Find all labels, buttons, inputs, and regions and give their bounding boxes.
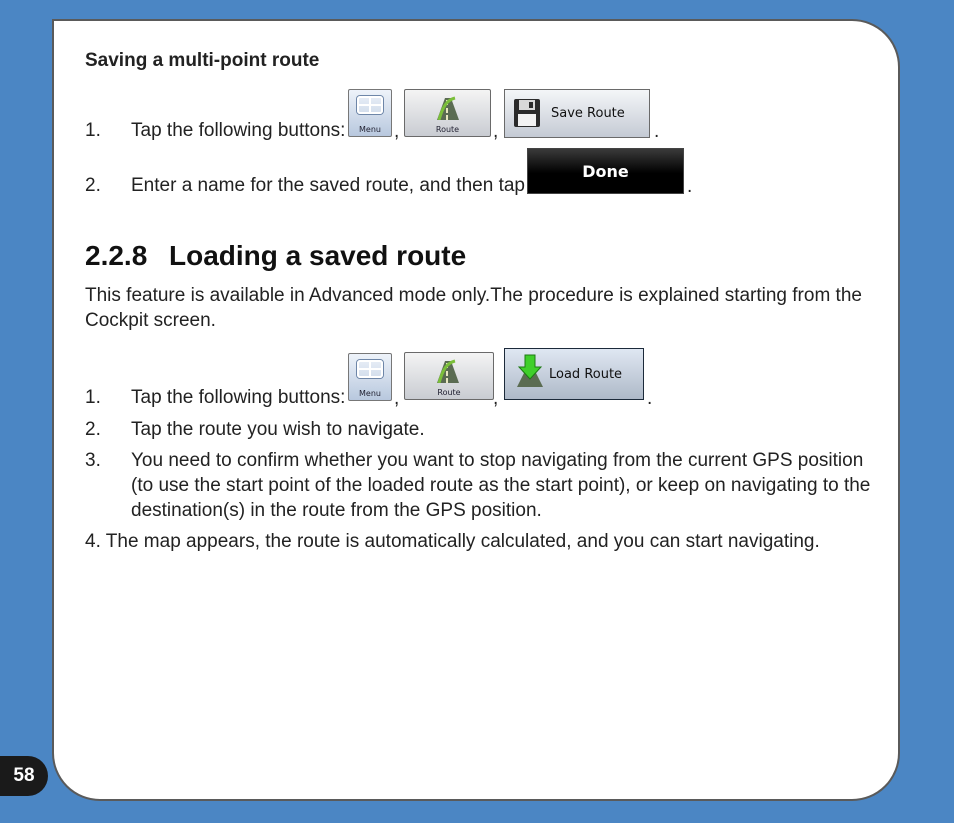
step-number: 1. bbox=[85, 120, 101, 141]
section-number: 2.2.8 bbox=[85, 240, 148, 271]
comma: , bbox=[493, 121, 499, 142]
period: . bbox=[647, 388, 653, 409]
done-button[interactable] bbox=[527, 148, 684, 194]
done-button-label: Done bbox=[582, 162, 629, 181]
comma: , bbox=[493, 388, 499, 409]
menu-button-label: Menu bbox=[359, 125, 381, 134]
load-route-button-label: Load Route bbox=[549, 367, 623, 382]
menu-button-label: Menu bbox=[359, 389, 381, 398]
step-number: 3. bbox=[85, 450, 101, 471]
comma: , bbox=[394, 121, 400, 142]
page-number: 58 bbox=[0, 756, 48, 796]
route-button[interactable] bbox=[404, 89, 491, 137]
route-button-label: Route bbox=[437, 388, 461, 397]
step-text: Tap the following buttons: bbox=[131, 387, 346, 408]
final-step-text: 4. The map appears, the route is automatically calculated, and you can start navigating. bbox=[85, 531, 820, 552]
load-route-button[interactable] bbox=[504, 348, 644, 400]
grid-icon bbox=[357, 96, 383, 114]
section-title bbox=[85, 240, 466, 272]
grid-icon bbox=[357, 360, 383, 378]
step-number: 1. bbox=[85, 387, 101, 408]
road-icon bbox=[433, 359, 461, 383]
menu-button[interactable] bbox=[348, 353, 392, 401]
section-heading: Saving a multi-point route bbox=[85, 50, 320, 71]
period: . bbox=[654, 121, 660, 142]
section-title-text: Loading a saved route bbox=[169, 240, 467, 271]
save-route-button-label: Save Route bbox=[551, 106, 625, 121]
step-number: 2. bbox=[85, 419, 101, 440]
route-button-label: Route bbox=[435, 125, 460, 134]
intro-paragraph: This feature is available in Advanced mode only.The procedure is explained starting from the Cockpit screen. bbox=[85, 285, 862, 331]
step-text: Tap the following buttons: bbox=[131, 120, 346, 141]
menu-button[interactable] bbox=[348, 89, 392, 137]
period: . bbox=[687, 176, 693, 197]
download-arrow-icon bbox=[515, 353, 545, 389]
step-number: 2. bbox=[85, 175, 101, 196]
step-text: Tap the route you wish to navigate. bbox=[131, 419, 425, 440]
save-route-button[interactable] bbox=[504, 89, 650, 138]
step-text: You need to confirm whether you want to stop navigating from the current GPS position (to use the start point of the loaded route as the start point), or keep on navigating to the destination(s) in the route from the GPS position. bbox=[131, 450, 871, 521]
floppy-disk-icon bbox=[513, 98, 541, 128]
comma: , bbox=[394, 388, 400, 409]
step-text: Enter a name for the saved route, and then tap bbox=[131, 175, 525, 196]
road-icon bbox=[433, 96, 461, 120]
route-button[interactable] bbox=[404, 352, 494, 400]
